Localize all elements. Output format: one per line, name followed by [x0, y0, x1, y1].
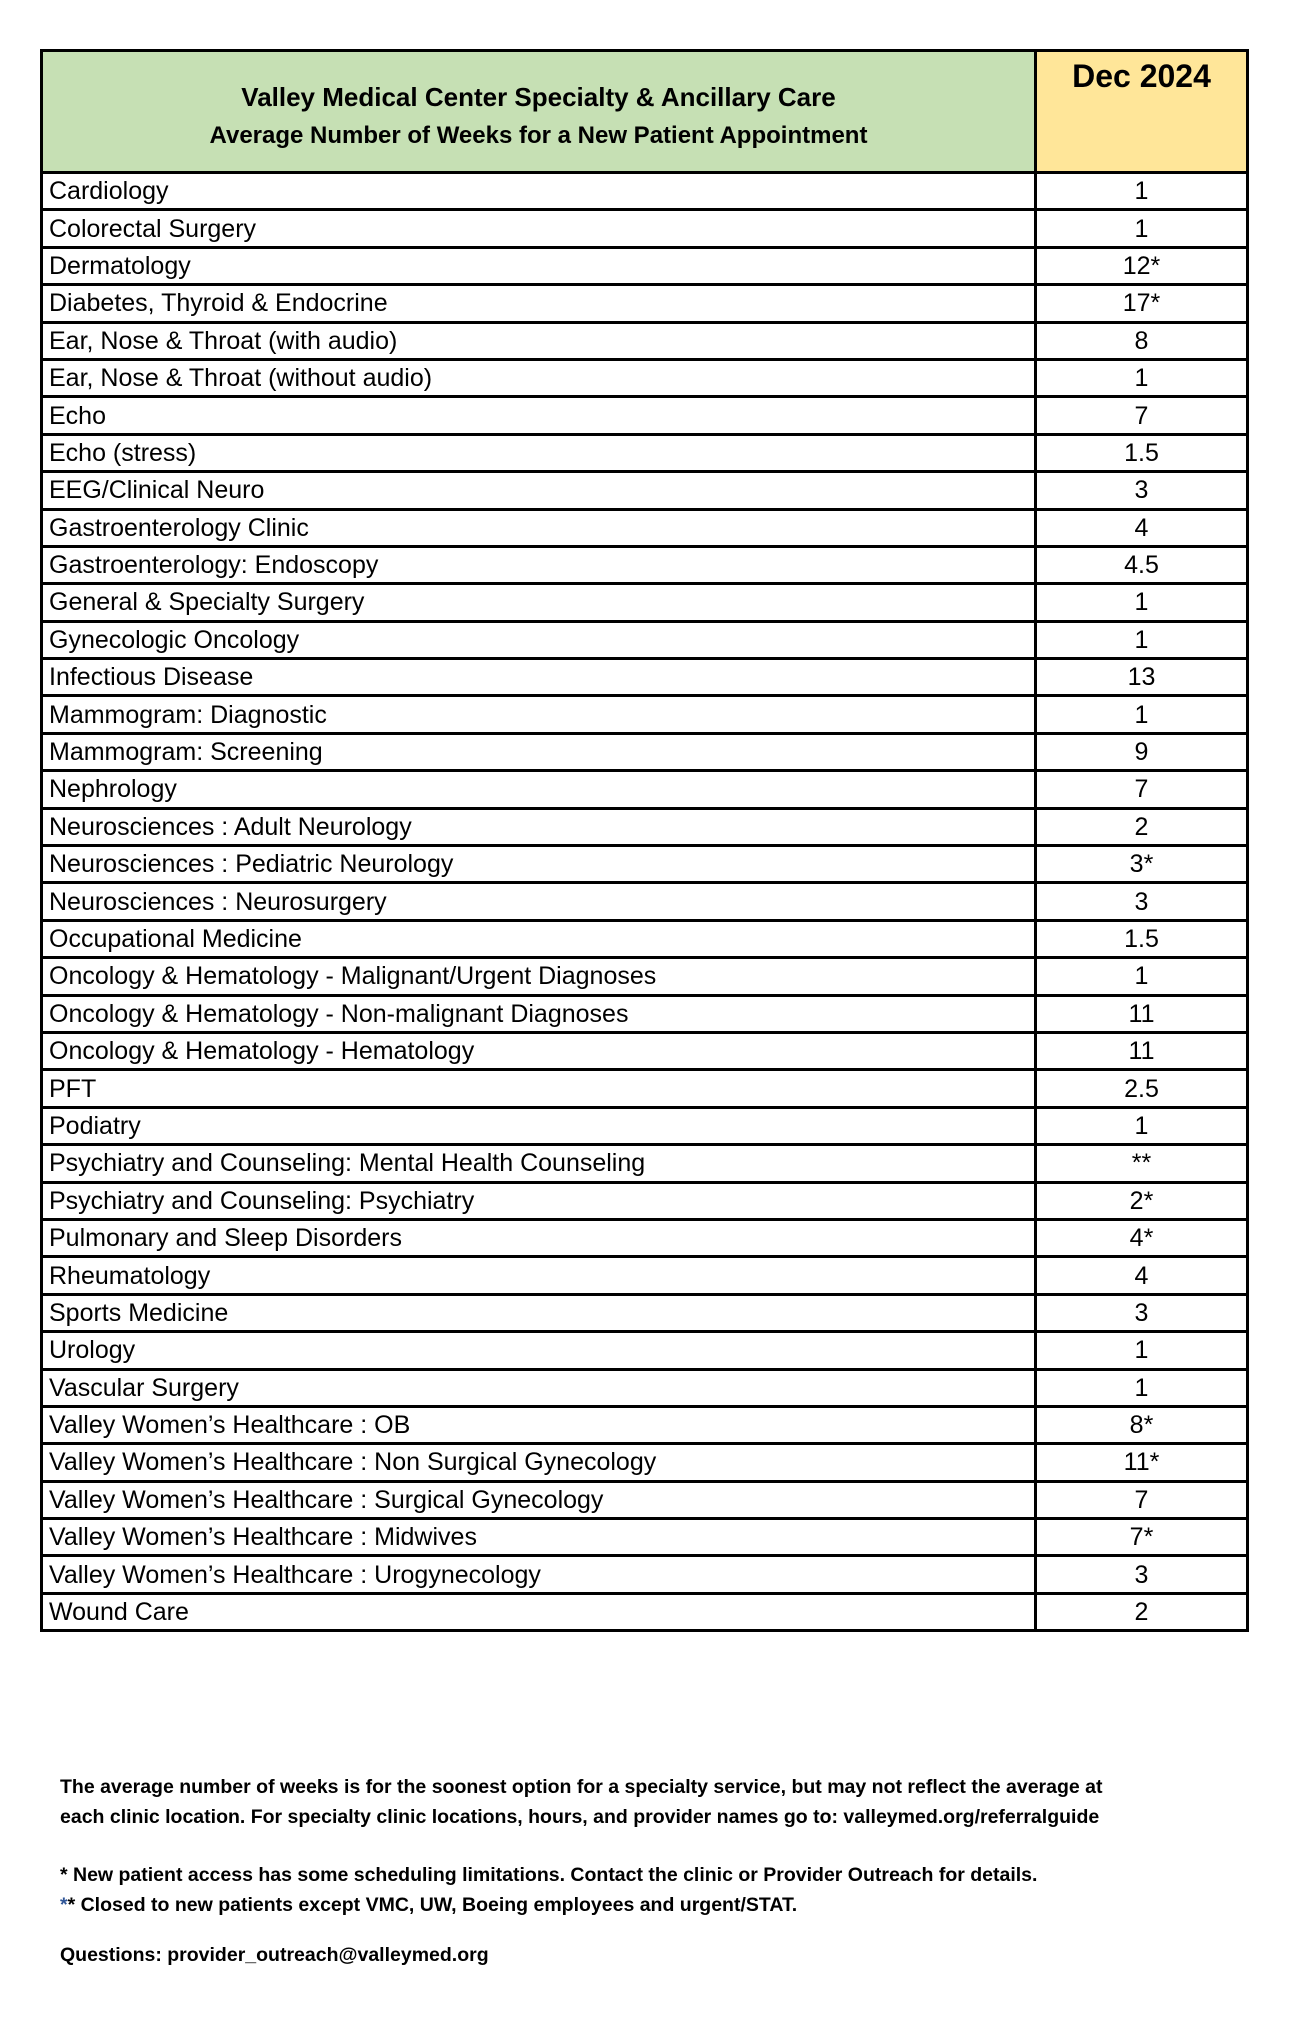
- table-row: [42, 1406, 1248, 1443]
- weeks-value: 2: [1036, 808, 1248, 845]
- service-name: Valley Women’s Healthcare : Surgical Gynecology: [42, 1481, 1036, 1518]
- service-name: Nephrology: [42, 771, 1036, 808]
- service-name: EEG/Clinical Neuro: [42, 472, 1036, 509]
- weeks-value: 1: [1036, 584, 1248, 621]
- service-name: Oncology & Hematology - Malignant/Urgent Diagnoses: [42, 958, 1036, 995]
- table-row: [42, 958, 1248, 995]
- service-name: Dermatology: [42, 247, 1036, 284]
- weeks-value: 2*: [1036, 1182, 1248, 1219]
- table-row: [42, 1070, 1248, 1107]
- single-star-note: * New patient access has some scheduling limitations. Contact the clinic or Provider Outreach for details.: [60, 1864, 1038, 1886]
- double-star-note: [60, 1890, 1250, 1920]
- table-title-cell: [42, 51, 1036, 173]
- table-row: [42, 1107, 1248, 1144]
- table-row: [42, 1556, 1248, 1593]
- service-name: Infectious Disease: [42, 659, 1036, 696]
- weeks-value: 11: [1036, 995, 1248, 1032]
- service-name: Neurosciences : Pediatric Neurology: [42, 846, 1036, 883]
- weeks-value: 7*: [1036, 1519, 1248, 1556]
- service-name: Gastroenterology: Endoscopy: [42, 546, 1036, 583]
- weeks-value: 17*: [1036, 285, 1248, 322]
- weeks-value: 1.5: [1036, 434, 1248, 471]
- service-name: Valley Women’s Healthcare : Urogynecology: [42, 1556, 1036, 1593]
- weeks-value: 1: [1036, 1369, 1248, 1406]
- weeks-value: 1: [1036, 210, 1248, 247]
- weeks-value: 2.5: [1036, 1070, 1248, 1107]
- weeks-value: 11*: [1036, 1444, 1248, 1481]
- table-title: Valley Medical Center Specialty & Ancillary Care: [241, 81, 836, 112]
- service-name: Oncology & Hematology - Hematology: [42, 1032, 1036, 1069]
- weeks-value: 3: [1036, 883, 1248, 920]
- weeks-value: 11: [1036, 1032, 1248, 1069]
- table-header-row: [42, 51, 1248, 173]
- table-row: [42, 846, 1248, 883]
- weeks-value: 7: [1036, 771, 1248, 808]
- weeks-value: 13: [1036, 659, 1248, 696]
- table-row: [42, 733, 1248, 770]
- weeks-value: 1: [1036, 621, 1248, 658]
- service-name: Sports Medicine: [42, 1294, 1036, 1331]
- table-row: [42, 509, 1248, 546]
- table-row: [42, 434, 1248, 471]
- footnotes: [60, 1772, 1250, 1970]
- table-row: [42, 995, 1248, 1032]
- weeks-value: 7: [1036, 1481, 1248, 1518]
- table-row: [42, 173, 1248, 210]
- table-row: [42, 1145, 1248, 1182]
- table-row: [42, 1182, 1248, 1219]
- table-row: [42, 1219, 1248, 1256]
- table-row: [42, 621, 1248, 658]
- weeks-value: 4.5: [1036, 546, 1248, 583]
- service-name: Neurosciences : Neurosurgery: [42, 883, 1036, 920]
- service-name: Occupational Medicine: [42, 920, 1036, 957]
- weeks-value: 1: [1036, 173, 1248, 210]
- service-name: Psychiatry and Counseling: Psychiatry: [42, 1182, 1036, 1219]
- table-row: [42, 659, 1248, 696]
- weeks-value: 8: [1036, 322, 1248, 359]
- table-row: [42, 584, 1248, 621]
- service-name: Wound Care: [42, 1593, 1036, 1630]
- weeks-value: 3: [1036, 1556, 1248, 1593]
- service-name: Neurosciences : Adult Neurology: [42, 808, 1036, 845]
- table-row: [42, 920, 1248, 957]
- weeks-value: 1: [1036, 1107, 1248, 1144]
- service-name: PFT: [42, 1070, 1036, 1107]
- table-row: [42, 696, 1248, 733]
- service-name: Urology: [42, 1332, 1036, 1369]
- table-row: [42, 1294, 1248, 1331]
- table-row: [42, 359, 1248, 396]
- table-subtitle: Average Number of Weeks for a New Patient Appointment: [209, 121, 868, 149]
- service-name: Echo: [42, 397, 1036, 434]
- weeks-value: 1: [1036, 1332, 1248, 1369]
- service-name: Rheumatology: [42, 1257, 1036, 1294]
- table-row: [42, 1257, 1248, 1294]
- table-row: [42, 472, 1248, 509]
- service-name: Oncology & Hematology - Non-malignant Diagnoses: [42, 995, 1036, 1032]
- table-row: [42, 210, 1248, 247]
- service-name: Valley Women’s Healthcare : Non Surgical Gynecology: [42, 1444, 1036, 1481]
- table-row: [42, 322, 1248, 359]
- service-name: Podiatry: [42, 1107, 1036, 1144]
- weeks-value: 3: [1036, 1294, 1248, 1331]
- service-name: Colorectal Surgery: [42, 210, 1036, 247]
- table-row: [42, 285, 1248, 322]
- table-row: [42, 1481, 1248, 1518]
- weeks-value: 12*: [1036, 247, 1248, 284]
- table-row: [42, 1593, 1248, 1630]
- weeks-value: 3*: [1036, 846, 1248, 883]
- service-name: Gastroenterology Clinic: [42, 509, 1036, 546]
- service-name: Ear, Nose & Throat (with audio): [42, 322, 1036, 359]
- average-note-line1: The average number of weeks is for the soonest option for a specialty service, but may not reflect the average at: [60, 1776, 1103, 1798]
- table-row: [42, 1519, 1248, 1556]
- weeks-value: 1: [1036, 958, 1248, 995]
- table-row: [42, 883, 1248, 920]
- table-row: [42, 1444, 1248, 1481]
- weeks-value: 1.5: [1036, 920, 1248, 957]
- blue-asterisk: *: [60, 1894, 68, 1916]
- service-name: Cardiology: [42, 173, 1036, 210]
- table-row: [42, 808, 1248, 845]
- double-star-note-text: * Closed to new patients except VMC, UW, Boeing employees and urgent/STAT.: [67, 1894, 798, 1916]
- service-name: Pulmonary and Sleep Disorders: [42, 1219, 1036, 1256]
- table-body: [42, 173, 1248, 1631]
- table-row: [42, 1032, 1248, 1069]
- service-name: Mammogram: Diagnostic: [42, 696, 1036, 733]
- weeks-value: 3: [1036, 472, 1248, 509]
- table-row: [42, 546, 1248, 583]
- table-row: [42, 771, 1248, 808]
- table-row: [42, 247, 1248, 284]
- table-row: [42, 1332, 1248, 1369]
- service-name: Valley Women’s Healthcare : Midwives: [42, 1519, 1036, 1556]
- period-header: Dec 2024: [1036, 51, 1248, 173]
- weeks-value: 4: [1036, 1257, 1248, 1294]
- weeks-value: 4: [1036, 509, 1248, 546]
- average-note-line2: each clinic location. For specialty clinic locations, hours, and provider names go to: valleymed.org/referralguide: [60, 1806, 1100, 1828]
- service-name: Valley Women’s Healthcare : OB: [42, 1406, 1036, 1443]
- questions-contact: Questions: provider_outreach@valleymed.org: [60, 1944, 489, 1966]
- service-name: Echo (stress): [42, 434, 1036, 471]
- wait-times-table-container: [40, 49, 1246, 1632]
- weeks-value: 4*: [1036, 1219, 1248, 1256]
- service-name: Diabetes, Thyroid & Endocrine: [42, 285, 1036, 322]
- table-row: [42, 397, 1248, 434]
- weeks-value: 8*: [1036, 1406, 1248, 1443]
- weeks-value: 7: [1036, 397, 1248, 434]
- service-name: Vascular Surgery: [42, 1369, 1036, 1406]
- weeks-value: 2: [1036, 1593, 1248, 1630]
- service-name: Ear, Nose & Throat (without audio): [42, 359, 1036, 396]
- weeks-value: **: [1036, 1145, 1248, 1182]
- service-name: Mammogram: Screening: [42, 733, 1036, 770]
- wait-times-table: [40, 49, 1249, 1632]
- service-name: Gynecologic Oncology: [42, 621, 1036, 658]
- table-row: [42, 1369, 1248, 1406]
- weeks-value: 9: [1036, 733, 1248, 770]
- service-name: General & Specialty Surgery: [42, 584, 1036, 621]
- weeks-value: 1: [1036, 696, 1248, 733]
- weeks-value: 1: [1036, 359, 1248, 396]
- service-name: Psychiatry and Counseling: Mental Health Counseling: [42, 1145, 1036, 1182]
